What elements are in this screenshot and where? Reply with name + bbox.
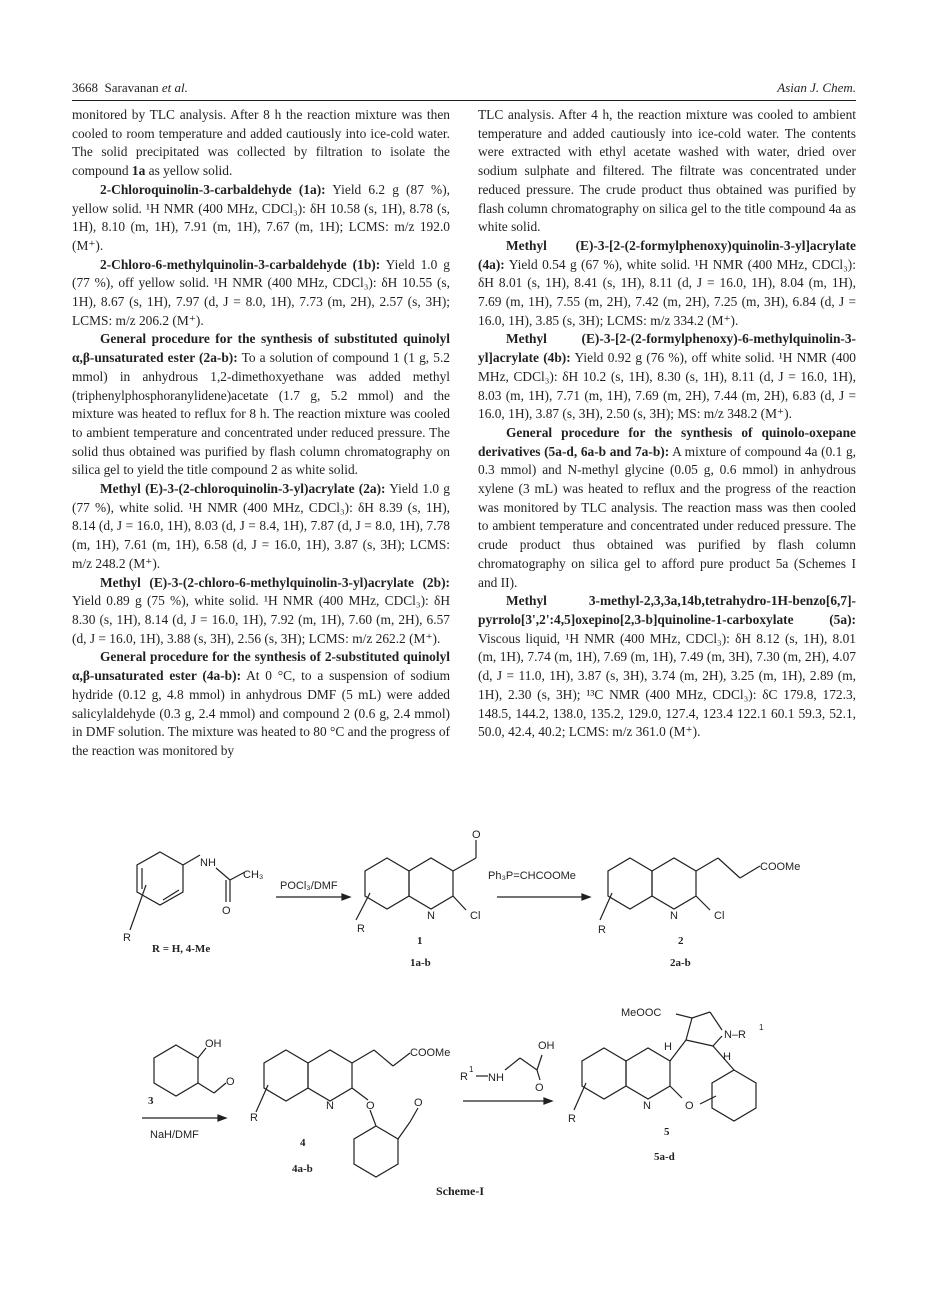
reaction-scheme	[100, 822, 830, 1202]
n-atom-label: N	[326, 1100, 334, 1112]
right-column	[478, 106, 856, 742]
running-header	[72, 80, 856, 100]
ether-o-label: O	[685, 1100, 694, 1112]
text: A mixture of compound 4a (0.1 g, 0.3 mmol) and N-methyl glycine (0.05 g, 0.6 mmol) in anhydrous xylene (3 mL) was heated to reflux and the progress of the reaction was monitored by TLC analysis. The reaction mass was then cooled to ambient temperature and concentrated under reduced pressure. The crude product thus obtained was purified by flash column chromatography on silica gel to afford pure product 5a (Schemes I and II).	[478, 443, 857, 590]
compound-title: 2-Chloroquinolin-3-carbaldehyde (1a):	[100, 181, 326, 197]
ester-meooc-label: MeOOC	[621, 1007, 662, 1019]
compound-title: Methyl (E)-3-(2-chloroquinolin-3-yl)acrylate (2a):	[100, 481, 386, 497]
procedure-title: General procedure for the synthesis of substituted quinolyl α,β-unsaturated ester (2a-b):	[72, 331, 450, 366]
text: Viscous liquid, ¹H NMR (400 MHz, CDCl₃): δH 8.12 (s, 1H), 8.01 (m, 1H), 7.74 (m, 1H), 7.69 (m, 1H), 7.49 (m, 3H), 7.30 (m, 2H), 4.07 (d, J = 11.0, 1H), 3.87 (s, 3H), 3.74 (m, 2H), 3.25 (m, 1H), 2.89 (m, 1H), 2.30 (s, 3H); ¹³C NMR (400 MHz, CDCl₃): δC 179.8, 172.3, 148.5, 144.2, 138.0, 135.2, 129.0, 127.4, 123.4 122.1 60.1 59.3, 52.1, 50.0, 42.4, 40.2; LCMS: m/z 361.0 (M⁺).	[478, 630, 856, 740]
chloroquinoline-aldehyde-structure	[356, 840, 476, 920]
header-left	[72, 80, 188, 96]
compound-2-label: 2	[678, 935, 684, 947]
paragraph	[478, 237, 856, 331]
amide-o-label: O	[222, 905, 231, 917]
paragraph	[72, 574, 450, 649]
paragraph	[72, 106, 450, 181]
page-number: 3668	[72, 80, 98, 95]
compound-1-range: 1a-b	[410, 957, 431, 969]
amide-ch3-label: CH₃	[243, 869, 264, 881]
ester-coome-label: COOMe	[410, 1047, 451, 1059]
journal-name: Asian J. Chem.	[777, 80, 856, 95]
r-substituent-label: R	[250, 1112, 258, 1124]
acid-oh-label: OH	[538, 1040, 555, 1052]
text: At 0 °C, to a suspension of sodium hydride (0.12 g, 4.8 mmol) in anhydrous DMF (5 mL) were added salicylaldehyde (0.3 g, 2.4 mmol) and compound 2 (0.6 g, 2.4 mmol) in DMF solution. The mixture was heated to 80 °C and the progress of the reaction was monitored by	[72, 668, 450, 758]
r-definition: R = H, 4-Me	[152, 943, 211, 955]
text: as yellow solid.	[145, 163, 233, 179]
bold-text: 1a	[131, 163, 146, 179]
text: Yield 0.92 g (76 %), off white solid. ¹H NMR (400 MHz, CDCl₃): δH 10.2 (s, 1H), 8.30 (s, 1H), 8.11 (d, J = 16.0, 1H), 8.03 (m, 1H), 7.71 (m, 1H), 7.69 (m, 2H), 7.44 (m, 2H), 6.83 (d, J = 16.0, 1H), 3.87 (s, 3H), 2.50 (s, 3H); MS: m/z 348.2 (M⁺).	[478, 350, 857, 422]
compound-title: Methyl 3-methyl-2,3,3a,14b,tetrahydro-1H-benzo[6,7]-pyrrolo[3',2':4,5]oxepino[2,3-b]quinoline-1-carboxylate (5a):	[478, 593, 856, 627]
r-substituent-label: R	[357, 923, 365, 935]
reagent-nah-dmf: NaH/DMF	[150, 1129, 199, 1141]
aldehyde-o-label: O	[414, 1097, 423, 1109]
compound-title: Methyl (E)-3-[2-(2-formylphenoxy)quinolin-3-yl]acrylate (4a):	[478, 237, 856, 272]
text: To a solution of compound 1 (1 g, 5.2 mmol) in anhydrous 1,2-dimethoxyethane was added methyl (triphenylphosphoranylidene)acetate (1.7 g, 5.2 mmol) and the mixture was heated to reflux for 8 h. The reaction mixture was cooled to ambient temperature and concentrated under reduced pressure. The solid thus obtained was purified by flash column chromatography on silica gel to yield the title compound 2 as white solid.	[72, 350, 450, 478]
aldehyde-o-label: O	[226, 1076, 235, 1088]
glycine-r1-label: R	[460, 1071, 468, 1083]
reagent-pocl3-dmf: POCl₃/DMF	[280, 880, 338, 892]
paragraph	[478, 330, 856, 424]
compound-5-range: 5a-d	[654, 1151, 675, 1163]
n-atom-label: N	[670, 910, 678, 922]
compound-4-range: 4a-b	[292, 1163, 313, 1175]
paragraph	[72, 256, 450, 331]
cl-atom-label: Cl	[470, 910, 481, 922]
compound-3-label: 3	[148, 1095, 154, 1107]
oh-label: OH	[205, 1038, 222, 1050]
ether-o-label: O	[366, 1100, 375, 1112]
compound-title: Methyl (E)-3-(2-chloro-6-methylquinolin-3-yl)acrylate (2b):	[100, 574, 450, 590]
superscript-1: 1	[469, 1065, 474, 1074]
h-atom-label: H	[664, 1041, 672, 1053]
n-atom-label: N	[427, 910, 435, 922]
text: monitored by TLC analysis. After 8 h the reaction mixture was then cooled to room temperature and added cautiously into ice-cold water. The solid precipitated was collected by filtration to isolate the compound	[72, 107, 450, 179]
amide-nh-label: NH	[200, 857, 216, 869]
paragraph	[72, 330, 450, 480]
text: Yield 0.89 g (75 %), white solid. ¹H NMR (400 MHz, CDCl₃): δH 8.30 (s, 1H), 8.14 (d, J = 16.0, 1H), 7.92 (m, 1H), 7.60 (m, 2H), 6.57 (d, J = 16.0, 1H), 3.88 (s, 3H), 2.56 (s, 3H); LCMS: m/z 262.2 (M⁺).	[72, 593, 450, 646]
paragraph	[478, 424, 856, 592]
paragraph	[72, 480, 450, 574]
text: Yield 1.0 g (77 %), off yellow solid. ¹H NMR (400 MHz, CDCl₃): δH 10.55 (s, 1H), 8.67 (s, 1H), 7.97 (d, J = 8.0, 1H), 7.73 (m, 2H), 2.57 (s, 3H); LCMS: m/z 206.2 (M⁺).	[72, 256, 450, 328]
ester-coome-label: COOMe	[760, 861, 801, 873]
r-substituent-label: R	[123, 932, 131, 944]
compound-4-label: 4	[300, 1137, 306, 1149]
arrowhead	[218, 1115, 226, 1121]
h-atom-label: H	[723, 1051, 731, 1063]
paragraph	[72, 181, 450, 256]
arrowhead	[582, 894, 590, 900]
text: TLC analysis. After 4 h, the reaction mixture was cooled to ambient temperature and added cautiously into ice-cold water. The contents were extracted with ethyl acetate washed with water, dried over sodium sulphate and filtered. The filtrate was concentrated under reduced pressure. The crude product thus obtained was purified by flash column chromatography on silica gel to the title compound 4a as white solid.	[478, 107, 856, 235]
text: Yield 0.54 g (67 %), white solid. ¹H NMR (400 MHz, CDCl₃): δH 8.01 (s, 1H), 8.41 (s, 1H), 8.11 (d, J = 16.0, 1H), 8.04 (m, 1H), 7.69 (m, 1H), 7.55 (m, 2H), 7.42 (m, 2H), 7.25 (m, 3H), 6.84 (d, J = 16.0, 1H), 3.85 (s, 3H); LCMS: m/z 334.2 (M⁺).	[478, 256, 856, 328]
text: Yield 6.2 g (87 %), yellow solid. ¹H NMR (400 MHz, CDCl₃): δH 10.58 (s, 1H), 8.78 (s, 1H), 8.10 (m, 1H), 7.91 (m, 1H), 7.67 (m, 1H); LCMS: m/z 192.0 (M⁺).	[72, 181, 450, 253]
cl-atom-label: Cl	[714, 910, 725, 922]
arrowhead	[544, 1098, 552, 1104]
aldehyde-o-label: O	[472, 829, 481, 841]
header-rule	[72, 100, 856, 101]
left-column	[72, 106, 450, 761]
compound-2-range: 2a-b	[670, 957, 691, 969]
header-et-al: et al.	[161, 80, 188, 95]
paragraph	[72, 648, 450, 760]
procedure-title: General procedure for the synthesis of quinolo-oxepane derivatives (5a-d, 6a-b and 7a-b):	[478, 424, 856, 459]
chloroquinoline-acrylate-structure	[600, 858, 760, 920]
n-methyl-glycine-structure	[476, 1055, 542, 1080]
header-authors: Saravanan	[104, 80, 159, 95]
n-r1-label: N–R	[724, 1029, 747, 1041]
arrowhead	[342, 894, 350, 900]
compound-title: Methyl (E)-3-[2-(2-formylphenoxy)-6-methylquinolin-3-yl]acrylate (4b):	[478, 331, 856, 366]
reagent-wittig: Ph₃P=CHCOOMe	[488, 870, 576, 882]
r-substituent-label: R	[598, 924, 606, 936]
n-atom-label: N	[643, 1100, 651, 1112]
phenoxyquinoline-acrylate-structure	[256, 1050, 418, 1177]
paragraph	[478, 106, 856, 237]
compound-1-label: 1	[417, 935, 423, 947]
compound-title: 2-Chloro-6-methylquinolin-3-carbaldehyde (1b):	[100, 256, 381, 272]
glycine-nh-label: NH	[488, 1072, 504, 1084]
superscript-1: 1	[759, 1023, 764, 1032]
r-substituent-label: R	[568, 1113, 576, 1125]
compound-5-label: 5	[664, 1126, 670, 1138]
text: Yield 1.0 g (77 %), white solid. ¹H NMR (400 MHz, CDCl₃): δH 8.39 (s, 1H), 8.14 (d, J = 16.0, 1H), 8.03 (d, J = 8.4, 1H), 7.87 (d, J = 8.0, 1H), 7.78 (m, 1H), 7.61 (m, 1H), 6.58 (d, J = 16.0, 1H), 3.87 (s, 3H); LCMS: m/z 248.2 (M⁺).	[72, 481, 450, 571]
acid-o-label: O	[535, 1082, 544, 1094]
procedure-title: General procedure for the synthesis of 2-substituted quinolyl α,β-unsaturated ester (4a-b):	[72, 649, 450, 684]
paragraph	[478, 592, 856, 742]
salicylaldehyde-structure	[154, 1045, 226, 1096]
scheme-caption: Scheme-I	[436, 1184, 484, 1198]
acetanilide-structure	[130, 852, 245, 930]
